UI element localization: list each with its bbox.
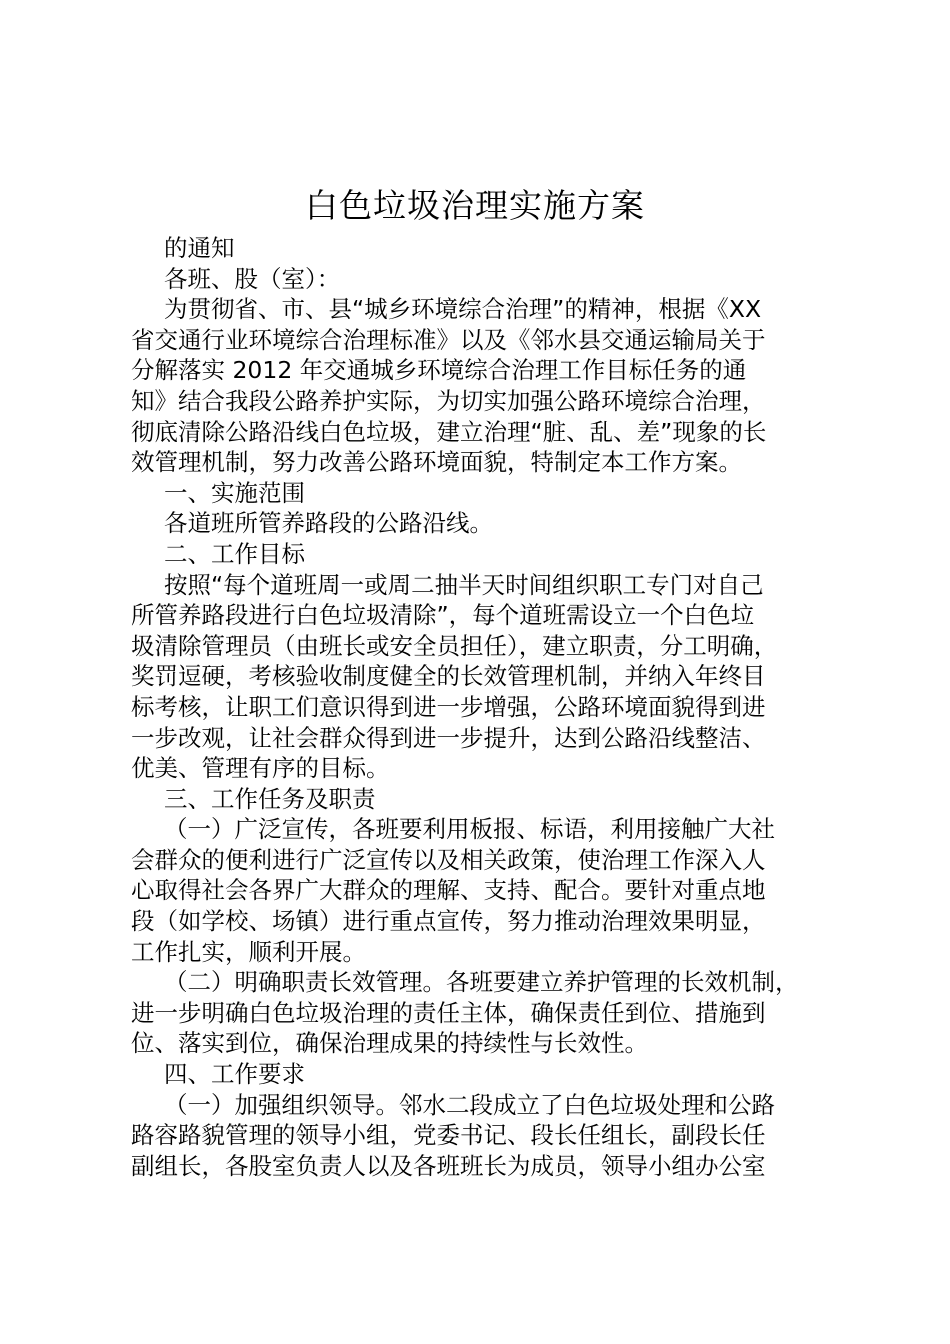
text-line: 会群众的便利进行广泛宣传以及相关政策，使治理工作深入人 [131,845,766,874]
text-line: 位、落实到位，确保治理成果的持续性与长效性。 [131,1029,648,1058]
text-line: 奖罚逗硬，考核验收制度健全的长效管理机制，并纳入年终目 [131,662,766,691]
document-body [131,233,851,1181]
text-line: 标考核，让职工们意识得到进一步增强，公路环境面貌得到进 [131,692,766,721]
text-line: （二）明确职责长效管理。各班要建立养护管理的长效机制， [164,968,799,997]
text-line: 分解落实 2012 年交通城乡环境综合治理工作目标任务的通 [131,356,747,385]
document-title: 白色垃圾治理实施方案 [305,186,645,225]
text-line: 心取得社会各界广大群众的理解、支持、配合。要针对重点地 [131,876,766,905]
text-line: 知》结合我段公路养护实际，为切实加强公路环境综合治理， [131,386,766,415]
text-line: 路容路貌管理的领导小组，党委书记、段长任组长，副段长任 [131,1121,766,1150]
text-line: 各道班所管养路段的公路沿线。 [164,509,493,538]
text-line: 彻底清除公路沿线白色垃圾，建立治理“脏、乱、差”现象的长 [131,417,767,446]
text-line: 效管理机制，努力改善公路环境面貌，特制定本工作方案。 [131,448,742,477]
text-line: 一、实施范围 [164,478,305,507]
text-line: 段（如学校、场镇）进行重点宣传，努力推动治理效果明显， [131,907,766,936]
text-line: 为贯彻省、市、县“城乡环境综合治理”的精神，根据《XX [164,295,762,324]
text-line: 工作扎实，顺利开展。 [131,937,366,966]
text-line: 优美、管理有序的目标。 [131,754,390,783]
text-line: 副组长，各股室负责人以及各班班长为成员，领导小组办公室 [131,1151,766,1180]
text-line: 省交通行业环境综合治理标准》以及《邻水县交通运输局关于 [131,325,766,354]
text-line: 按照“每个道班周一或周二抽半天时间组织职工专门对自己 [164,570,764,599]
text-line: 一步改观，让社会群众得到进一步提升，达到公路沿线整洁、 [131,723,766,752]
text-line: 的通知 [164,234,235,262]
text-line: （一）广泛宣传，各班要利用板报、标语，利用接触广大社 [164,815,775,844]
text-line: （一）加强组织领导。邻水二段成立了白色垃圾处理和公路 [164,1090,775,1119]
text-line: 二、工作目标 [164,539,305,568]
text-line: 所管养路段进行白色垃圾清除”，每个道班需设立一个白色垃 [131,601,755,630]
text-line: 各班、股（室）： [164,264,341,293]
text-line: 圾清除管理员（由班长或安全员担任），建立职责，分工明确， [131,631,778,660]
text-line: 进一步明确白色垃圾治理的责任主体，确保责任到位、措施到 [131,998,766,1027]
text-line: 三、工作任务及职责 [164,784,376,813]
text-line: 四、工作要求 [164,1060,305,1089]
